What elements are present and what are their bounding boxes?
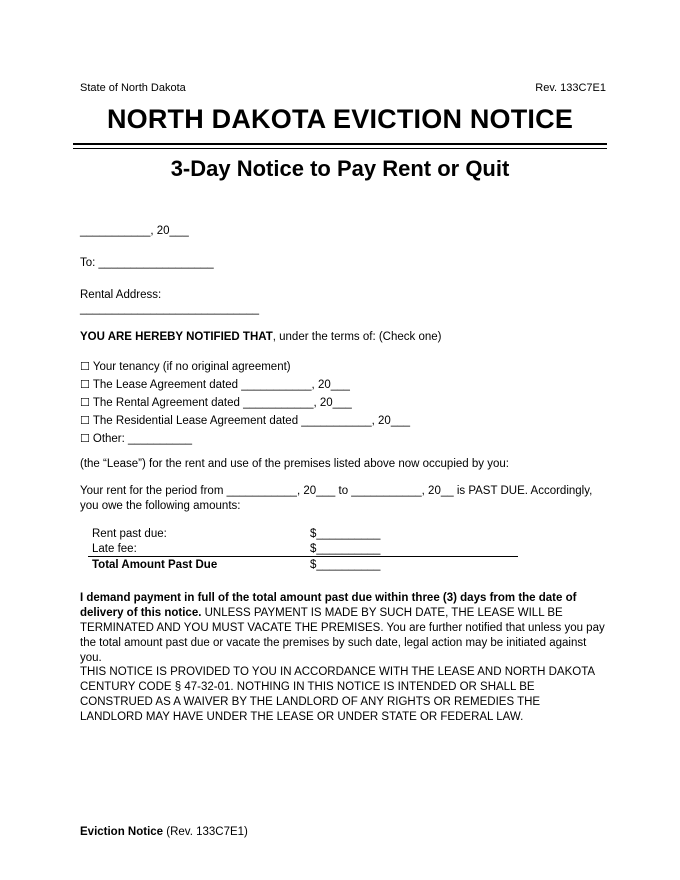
demand-bold: I demand payment in full of the total amount past due within three (3) days from the date of delivery of this notice. (80, 592, 577, 619)
rent-past-due-label: Rent past due: (92, 528, 167, 540)
checkbox-icon[interactable]: ☐ (80, 414, 90, 427)
checkbox-icon[interactable]: ☐ (80, 432, 90, 445)
footer-bold: Eviction Notice (80, 826, 164, 838)
late-fee-value: $__________ (310, 543, 381, 555)
option-rental-agreement[interactable] (80, 394, 410, 412)
lease-sentence: (the “Lease”) for the rent and use of the premises listed above now occupied by you: (80, 458, 509, 470)
header-revision: Rev. 133C7E1 (535, 82, 606, 94)
footer (80, 826, 248, 838)
checkbox-icon[interactable]: ☐ (80, 378, 90, 391)
rent-past-due-value: $__________ (310, 528, 381, 540)
legal-notice-paragraph: THIS NOTICE IS PROVIDED TO YOU IN ACCORDANCE WITH THE LEASE AND NORTH DAKOTA CENTURY CODE § 47-32-01. NOTHING IN THIS NOTICE IS INTENDED OR SHALL BE CONSTRUED AS A WAIVER BY THE LANDLORD OF ANY RIGHTS OR REMEDIES THE LANDLORD MAY HAVE UNDER THE LEASE OR UNDER STATE OR FEDERAL LAW. (80, 666, 595, 723)
notified-statement (80, 330, 442, 345)
option-other[interactable] (80, 430, 410, 448)
option-residential-lease[interactable] (80, 412, 410, 430)
title-divider-thick (73, 143, 607, 145)
rent-sentence: Your rent for the period from ___________, 20___ to ___________, 20__ is PAST DUE. Accordingly, you owe the following amounts: (80, 485, 593, 512)
notified-bold: YOU ARE HEREBY NOTIFIED THAT (80, 331, 273, 343)
option-label: The Rental Agreement dated ___________, 20___ (92, 397, 352, 409)
demand-rest: UNLESS PAYMENT IS MADE BY SUCH DATE, THE LEASE WILL BE TERMINATED AND YOU MUST VACATE THE PREMISES. You are further notified that unless you pay the total amount past due or vacate the premises by such date, legal action may be initiated against you. (80, 607, 605, 664)
title-divider-thin (73, 148, 607, 149)
option-label: The Lease Agreement dated ___________, 20___ (92, 379, 350, 391)
option-label: Other: __________ (92, 433, 192, 445)
notified-rest: , under the terms of: (Check one) (272, 331, 442, 343)
checkbox-icon[interactable]: ☐ (80, 360, 90, 373)
header-state: State of North Dakota (80, 82, 186, 94)
option-lease-agreement[interactable] (80, 376, 410, 394)
demand-paragraph (80, 591, 605, 666)
total-divider (88, 556, 518, 557)
option-tenancy[interactable] (80, 358, 410, 376)
late-fee-label: Late fee: (92, 543, 137, 555)
total-past-due-label: Total Amount Past Due (92, 559, 218, 571)
document-title: NORTH DAKOTA EVICTION NOTICE (106, 104, 574, 134)
checkbox-icon[interactable]: ☐ (80, 396, 90, 409)
rental-address-blank: ____________________________ (80, 303, 260, 315)
rental-address-label: Rental Address: (80, 289, 162, 301)
option-label: Your tenancy (if no original agreement) (92, 361, 291, 373)
document-subtitle: 3-Day Notice to Pay Rent or Quit (170, 156, 510, 181)
footer-rest: (Rev. 133C7E1) (163, 826, 248, 838)
total-past-due-value: $__________ (310, 559, 381, 571)
to-line: To: __________________ (80, 257, 214, 269)
lease-type-options (80, 358, 410, 448)
option-label: The Residential Lease Agreement dated ___________, 20___ (92, 415, 411, 427)
date-line: ___________, 20___ (80, 225, 189, 237)
